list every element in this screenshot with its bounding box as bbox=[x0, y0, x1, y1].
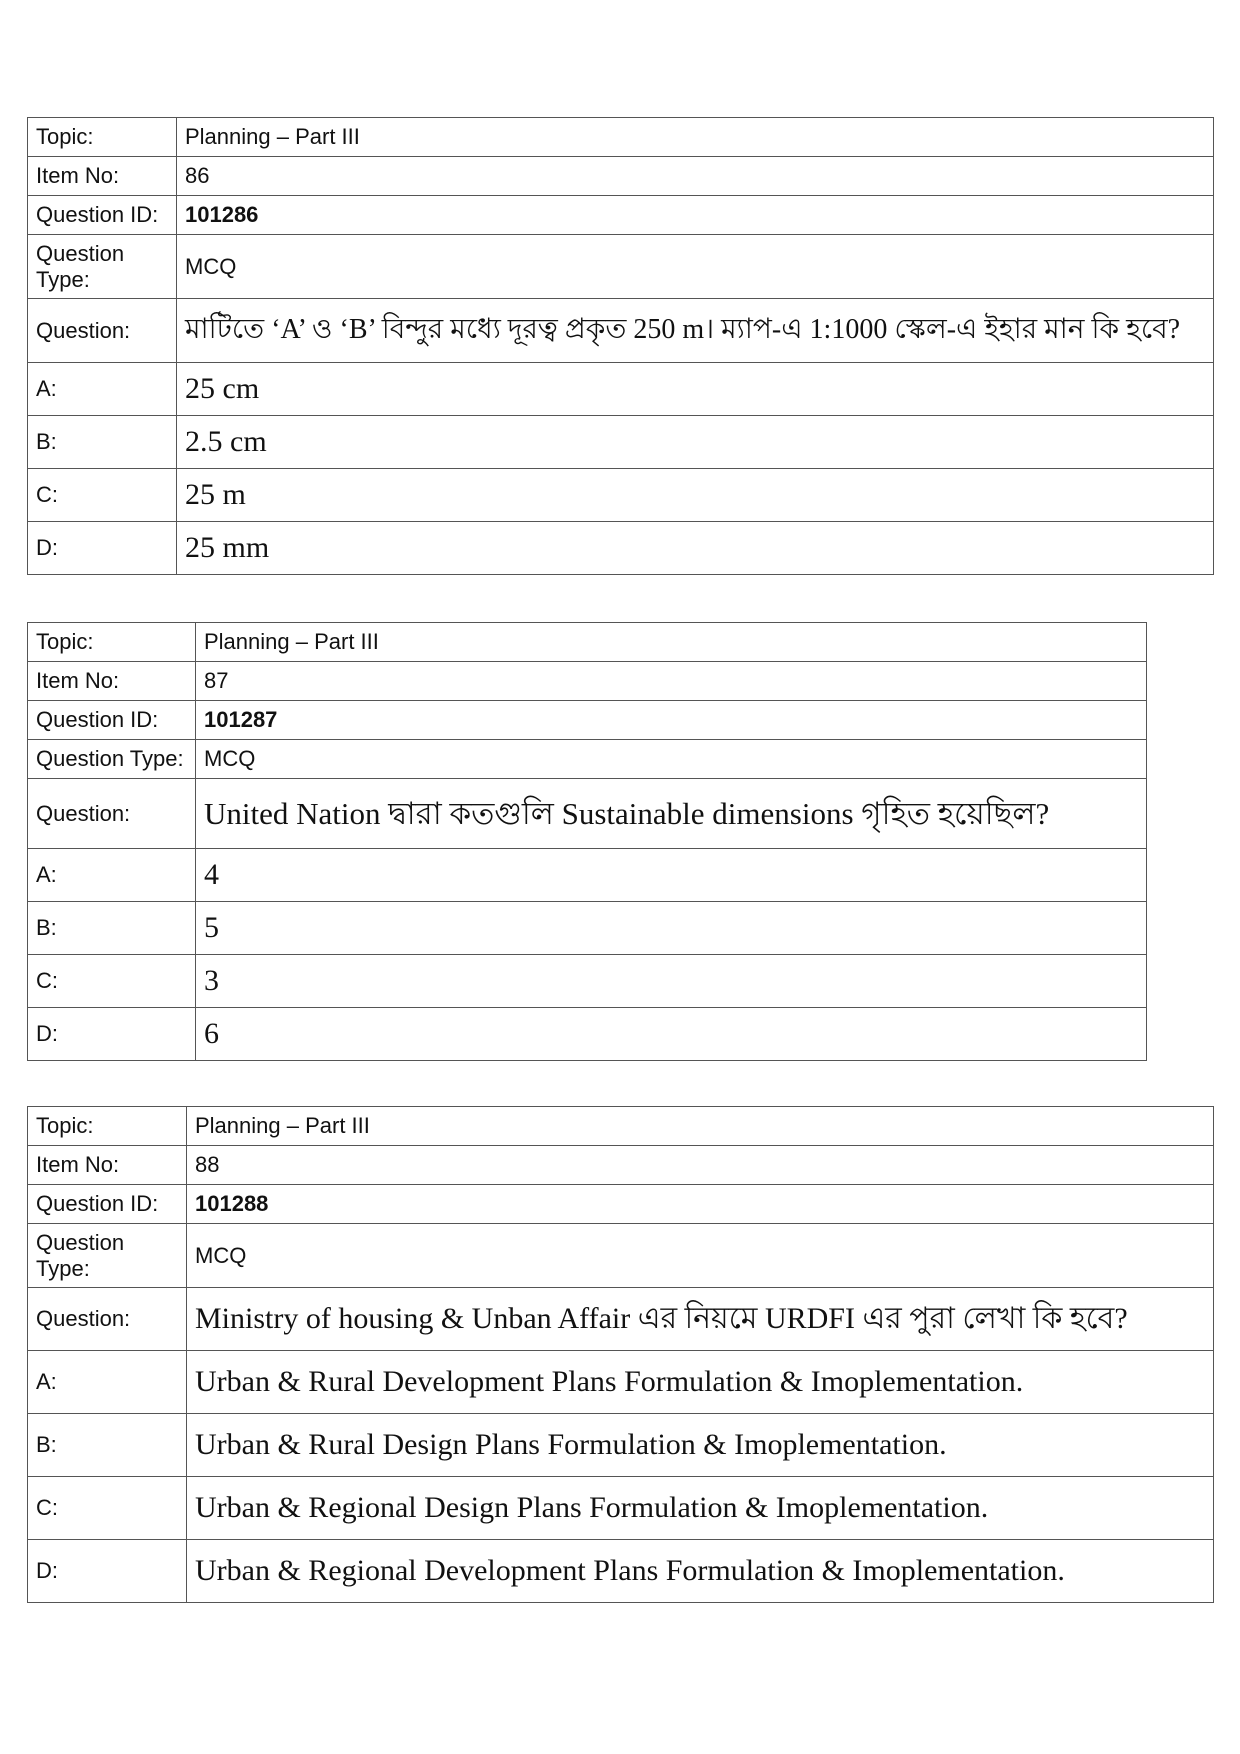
question-type-value: MCQ bbox=[177, 235, 1214, 299]
item-no-row bbox=[28, 662, 1147, 701]
question-id-row bbox=[28, 196, 1214, 235]
question-type-label: Question Type: bbox=[28, 235, 177, 299]
option-c-row bbox=[28, 1477, 1214, 1540]
question-label: Question: bbox=[28, 1288, 187, 1351]
item-no-value: 86 bbox=[177, 157, 1214, 196]
option-d-row bbox=[28, 1008, 1147, 1061]
item-no-label: Item No: bbox=[28, 662, 196, 701]
option-c-text: Urban & Regional Design Plans Formulation & Imoplementation. bbox=[187, 1477, 1214, 1540]
question-label: Question: bbox=[28, 779, 196, 849]
option-a-text: 4 bbox=[196, 849, 1147, 902]
option-c-label: C: bbox=[28, 955, 196, 1008]
question-type-row bbox=[28, 235, 1214, 299]
option-b-row bbox=[28, 902, 1147, 955]
option-b-row bbox=[28, 416, 1214, 469]
option-b-text: 2.5 cm bbox=[177, 416, 1214, 469]
question-table-86 bbox=[27, 117, 1214, 575]
option-d-row bbox=[28, 522, 1214, 575]
option-c-text: 25 m bbox=[177, 469, 1214, 522]
topic-label: Topic: bbox=[28, 1107, 187, 1146]
question-id-value: 101287 bbox=[196, 701, 1147, 740]
question-type-label: Question Type: bbox=[28, 740, 196, 779]
topic-value: Planning – Part III bbox=[187, 1107, 1214, 1146]
question-type-label: Question Type: bbox=[28, 1224, 187, 1288]
question-table-88 bbox=[27, 1106, 1214, 1603]
option-d-text: 6 bbox=[196, 1008, 1147, 1061]
question-type-value: MCQ bbox=[196, 740, 1147, 779]
option-a-text: 25 cm bbox=[177, 363, 1214, 416]
option-a-row bbox=[28, 1351, 1214, 1414]
question-row bbox=[28, 1288, 1214, 1351]
question-id-label: Question ID: bbox=[28, 701, 196, 740]
option-c-label: C: bbox=[28, 1477, 187, 1540]
option-c-row bbox=[28, 955, 1147, 1008]
option-a-row bbox=[28, 363, 1214, 416]
option-a-label: A: bbox=[28, 849, 196, 902]
option-c-row bbox=[28, 469, 1214, 522]
option-c-text: 3 bbox=[196, 955, 1147, 1008]
item-no-row bbox=[28, 1146, 1214, 1185]
option-d-text: 25 mm bbox=[177, 522, 1214, 575]
question-id-label: Question ID: bbox=[28, 1185, 187, 1224]
question-id-row bbox=[28, 1185, 1214, 1224]
question-id-value: 101286 bbox=[177, 196, 1214, 235]
question-label: Question: bbox=[28, 299, 177, 363]
topic-row bbox=[28, 1107, 1214, 1146]
option-d-label: D: bbox=[28, 522, 177, 575]
item-no-value: 87 bbox=[196, 662, 1147, 701]
option-d-text: Urban & Regional Development Plans Formulation & Imoplementation. bbox=[187, 1540, 1214, 1603]
question-id-label: Question ID: bbox=[28, 196, 177, 235]
topic-value: Planning – Part III bbox=[196, 623, 1147, 662]
option-b-label: B: bbox=[28, 1414, 187, 1477]
question-id-value: 101288 bbox=[187, 1185, 1214, 1224]
topic-label: Topic: bbox=[28, 118, 177, 157]
option-b-text: 5 bbox=[196, 902, 1147, 955]
option-b-row bbox=[28, 1414, 1214, 1477]
topic-row bbox=[28, 118, 1214, 157]
question-text: Ministry of housing & Unban Affair এর নিয়মে URDFI এর পুরা লেখা কি হবে? bbox=[187, 1288, 1214, 1351]
topic-label: Topic: bbox=[28, 623, 196, 662]
question-id-row bbox=[28, 701, 1147, 740]
question-text: United Nation দ্বারা কতগুলি Sustainable dimensions গৃহিত হয়েছিল? bbox=[196, 779, 1147, 849]
question-table-87 bbox=[27, 622, 1147, 1061]
question-type-value: MCQ bbox=[187, 1224, 1214, 1288]
question-row bbox=[28, 299, 1214, 363]
option-c-label: C: bbox=[28, 469, 177, 522]
item-no-value: 88 bbox=[187, 1146, 1214, 1185]
topic-row bbox=[28, 623, 1147, 662]
option-d-label: D: bbox=[28, 1008, 196, 1061]
item-no-label: Item No: bbox=[28, 157, 177, 196]
option-b-label: B: bbox=[28, 416, 177, 469]
option-b-text: Urban & Rural Design Plans Formulation & Imoplementation. bbox=[187, 1414, 1214, 1477]
item-no-row bbox=[28, 157, 1214, 196]
item-no-label: Item No: bbox=[28, 1146, 187, 1185]
option-a-row bbox=[28, 849, 1147, 902]
question-text: মাটিতে ‘A’ ও ‘B’ বিন্দুর মধ্যে দূরত্ব প্রকৃত 250 m। ম্যাপ-এ 1:1000 স্কেল-এ ইহার মান কি হবে? bbox=[177, 299, 1214, 363]
option-a-label: A: bbox=[28, 1351, 187, 1414]
option-d-row bbox=[28, 1540, 1214, 1603]
question-row bbox=[28, 779, 1147, 849]
topic-value: Planning – Part III bbox=[177, 118, 1214, 157]
question-type-row bbox=[28, 740, 1147, 779]
option-a-text: Urban & Rural Development Plans Formulation & Imoplementation. bbox=[187, 1351, 1214, 1414]
option-d-label: D: bbox=[28, 1540, 187, 1603]
question-type-row bbox=[28, 1224, 1214, 1288]
option-a-label: A: bbox=[28, 363, 177, 416]
option-b-label: B: bbox=[28, 902, 196, 955]
